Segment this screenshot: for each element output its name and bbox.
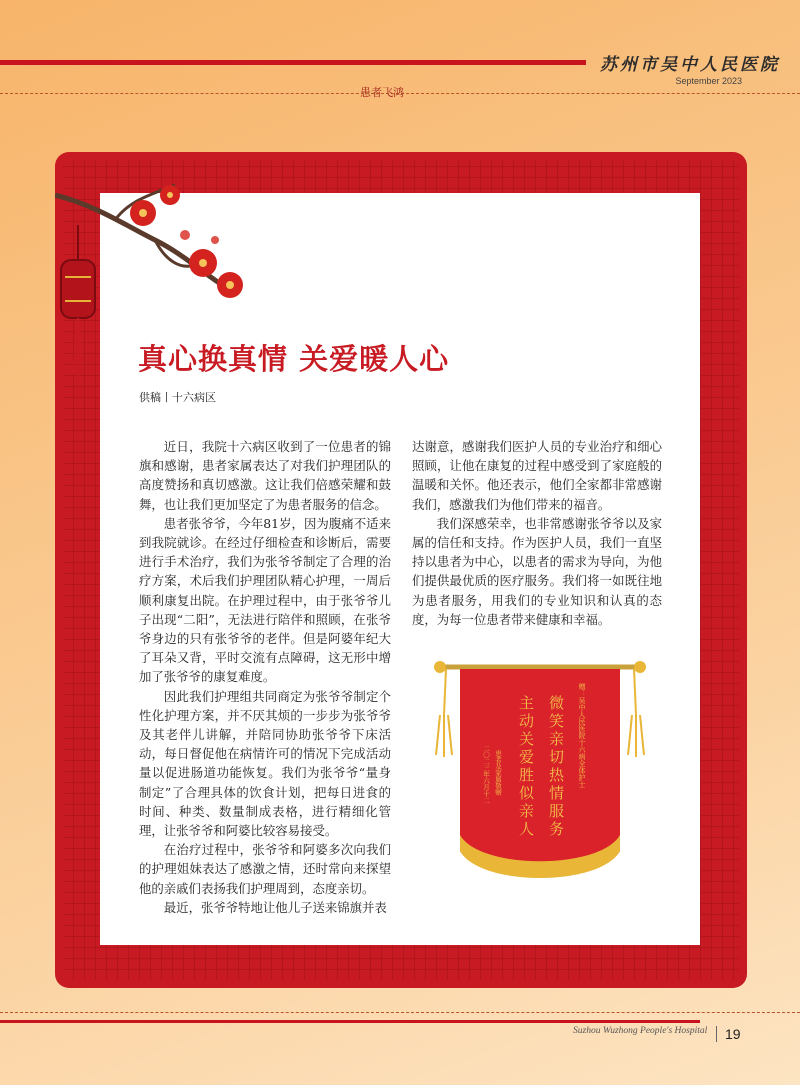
paragraph: 患者张爷爷，今年81岁，因为腹痛不适来到我院就诊。在经过仔细检查和诊断后，需要进行手术治疗，我们为张爷爷制定了合理的治疗方案，术后我们护理团队精心护理，一周后顺利康复出院。在护理过程中，由于张爷爷儿子出现“二阳”，无法进行陪伴和照顾，在张爷爷身边的只有张爷爷的老伴。但是阿婆年纪大了耳朵又背，平时交流有点障碍，这无形中增加了张爷爷的康复难度。: [139, 515, 391, 685]
article-column-right: [412, 437, 662, 629]
banner-recipient: 赠：吴中人民医院十六病全体护士: [578, 683, 586, 788]
banner-line-2: 主动关爱胜似亲人: [517, 695, 535, 839]
banner-donor: 患者及家属敬赠: [494, 750, 502, 796]
paragraph: 在治疗过程中，张爷爷和阿婆多次向我们的护理姐妹表达了感激之情，还时常向来探望他的亲戚们表扬我们护理周到，态度亲切。: [139, 842, 391, 896]
hospital-name: 苏州市吴中人民医院: [600, 55, 780, 75]
article-title: 真心换真情 关爱暖人心: [138, 342, 450, 376]
header-red-bar: [0, 60, 586, 65]
issue-month: September 2023: [675, 76, 742, 86]
paragraph: 达谢意，感谢我们医护人员的专业治疗和细心照顾，让他在康复的过程中感受到了家庭般的温暖和关怀。他还表示，他们全家都非常感谢我们，感激我们为他们带来的福音。: [412, 439, 662, 512]
paragraph: 因此我们护理组共同商定为张爷爷制定个性化护理方案，并不厌其烦的一步步为张爷爷及其老伴儿讲解，并陪同协助张爷爷下床活动，每日督促他在病情许可的情况下完成活动量以促进肠道功能恢复。我们为张爷爷“量身制定”了合理具体的饮食计划，把每日进食的时间、种类、数量制成表格，进行精细化管理，让张爷爷和阿婆比较容易接受。: [139, 688, 391, 839]
banner-line-1: 微笑亲切热情服务: [547, 695, 565, 839]
banner-date: 二〇二三年六月十二: [482, 745, 490, 804]
page-number: 19: [716, 1026, 741, 1042]
silk-banner-image: [432, 655, 648, 895]
section-name: 患者飞鸿: [360, 87, 404, 99]
article-column-left: [139, 437, 391, 917]
paragraph: 近日，我院十六病区收到了一位患者的锦旗和感谢，患者家属表达了对我们护理团队的高度赞扬和真切感激。这让我们倍感荣耀和鼓舞，也让我们更加坚定了为患者服务的信念。: [139, 439, 391, 512]
footer-hospital-name: Suzhou Wuzhong People's Hospital: [573, 1026, 708, 1036]
footer-red-bar: [0, 1020, 700, 1023]
paragraph: 我们深感荣幸，也非常感谢张爷爷以及家属的信任和支持。作为医护人员，我们一直坚持以患者为中心，以患者的需求为导向，为他们提供最优质的医疗服务。我们将一如既往地为患者服务，用我们的专业知识和认真的态度，为每一位患者带来健康和幸福。: [412, 515, 662, 627]
article-byline: 供稿丨十六病区: [139, 391, 216, 404]
footer-dashed-rule: [0, 1012, 800, 1013]
paragraph: 最近，张爷爷特地让他儿子送来锦旗并表: [163, 899, 387, 915]
